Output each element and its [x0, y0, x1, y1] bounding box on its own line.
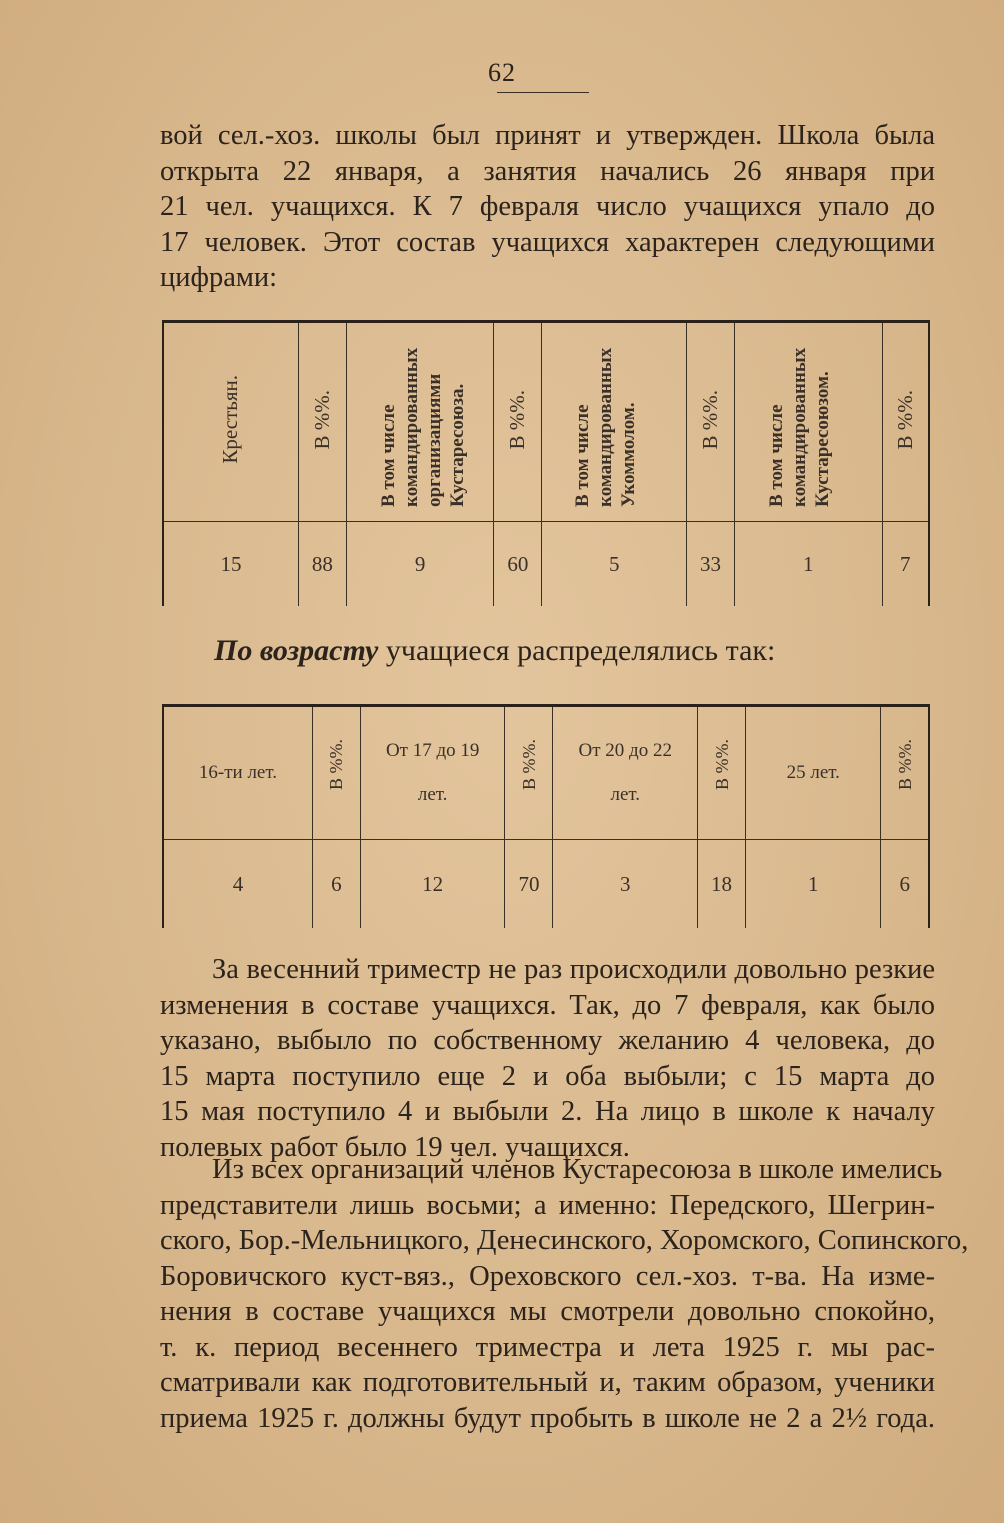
table-header-cell: В %%. [505, 706, 553, 840]
table-header-cell: От 20 до 22 лет. [553, 706, 698, 840]
table-cell: 60 [494, 522, 542, 607]
age-distribution-table [162, 704, 930, 928]
table-header-cell: В том числе командированных организациями Кустаресоюза. [346, 322, 494, 522]
table-row [163, 840, 929, 929]
text-line: вой сел.-хоз. школы был принят и утвержден. Школа была [160, 120, 935, 151]
table-cell: 7 [882, 522, 929, 607]
table-row [163, 522, 929, 607]
text-line: т. к. период весеннего триместра и лета 1925 г. мы рас- [160, 1331, 935, 1363]
table-cell: 15 [163, 522, 298, 607]
paragraph-changes [160, 952, 935, 1165]
table-header-cell: От 17 до 19 лет. [360, 706, 505, 840]
table-header-cell: В %%. [298, 322, 346, 522]
table-header-cell: 16-ти лет. [163, 706, 312, 840]
table-header-cell: В %%. [312, 706, 360, 840]
table-header-cell: В том числе командированных Укоммолом. [542, 322, 687, 522]
table-header-cell: В %%. [882, 322, 929, 522]
table-header-cell: В %%. [687, 322, 735, 522]
table-cell: 70 [505, 840, 553, 929]
text-line: нения в составе учащихся мы смотрели довольно спокойно, [160, 1296, 935, 1327]
students-composition-table [162, 320, 930, 606]
text-line: Из всех организаций членов Кустаресоюза в школе имелись [212, 1154, 943, 1185]
text-line: открыта 22 января, а занятия начались 26 января при [160, 155, 935, 187]
caption-italic: По возрасту [214, 634, 379, 667]
table-header-cell: 25 лет. [746, 706, 881, 840]
text-line: сматривали как подготовительный и, таким образом, ученики [160, 1367, 935, 1398]
table-cell: 12 [360, 840, 505, 929]
page-number: 62 [488, 58, 516, 87]
text-line: представители лишь восьми; а именно: Передского, Шегрин- [160, 1189, 935, 1221]
text-line: 21 чел. учащихся. К 7 февраля число учащихся упало до [160, 191, 935, 222]
table-cell: 18 [698, 840, 746, 929]
table-cell: 3 [553, 840, 698, 929]
text-line: 15 марта поступило еще 2 и оба выбыли; с 15 марта до [160, 1060, 935, 1092]
table-cell: 6 [881, 840, 929, 929]
text-line: изменения в составе учащихся. Так, до 7 февраля, как было [160, 989, 935, 1021]
table-header-cell: Крестьян. [163, 322, 298, 522]
text-line: указано, выбыло по собственному желанию 4 человека, до [160, 1025, 935, 1056]
table-cell: 4 [163, 840, 312, 929]
age-caption [214, 634, 775, 668]
table-cell: 6 [312, 840, 360, 929]
page-number-rule [497, 92, 589, 93]
table-header-cell: В %%. [698, 706, 746, 840]
table-header-row [163, 706, 929, 840]
table-cell: 1 [746, 840, 881, 929]
text-line: Боровичского куст-вяз., Ореховского сел.-хоз. т-ва. На изме- [160, 1260, 935, 1292]
text-line: 15 мая поступило 4 и выбыли 2. На лицо в школе к началу [160, 1096, 935, 1127]
table-cell: 88 [298, 522, 346, 607]
text-line: За весенний триместр не раз происходили довольно резкие [212, 954, 935, 985]
text-line: приема 1925 г. должны будут пробыть в школе не 2 а 2½ года. [160, 1402, 935, 1434]
table-cell: 1 [734, 522, 882, 607]
paragraph-intro [160, 118, 935, 296]
text-line: ского, Бор.-Мельницкого, Денесинского, Хоромского, Сопинского, [160, 1225, 969, 1256]
table-header-cell: В том числе командированных Кустаресоюзом. [734, 322, 882, 522]
paragraph-organizations [160, 1152, 969, 1436]
caption-text: учащиеся распределялись так: [378, 634, 776, 667]
table-cell: 33 [687, 522, 735, 607]
text-line: полевых работ было 19 чел. учащихся. [160, 1131, 630, 1163]
text-line: 17 человек. Этот состав учащихся характерен следующими [160, 226, 935, 258]
text-line: цифрами: [160, 262, 278, 293]
table-header-cell: В %%. [881, 706, 929, 840]
table-header-cell: В %%. [494, 322, 542, 522]
table-header-row [163, 322, 929, 522]
table-cell: 5 [542, 522, 687, 607]
table-cell: 9 [346, 522, 494, 607]
